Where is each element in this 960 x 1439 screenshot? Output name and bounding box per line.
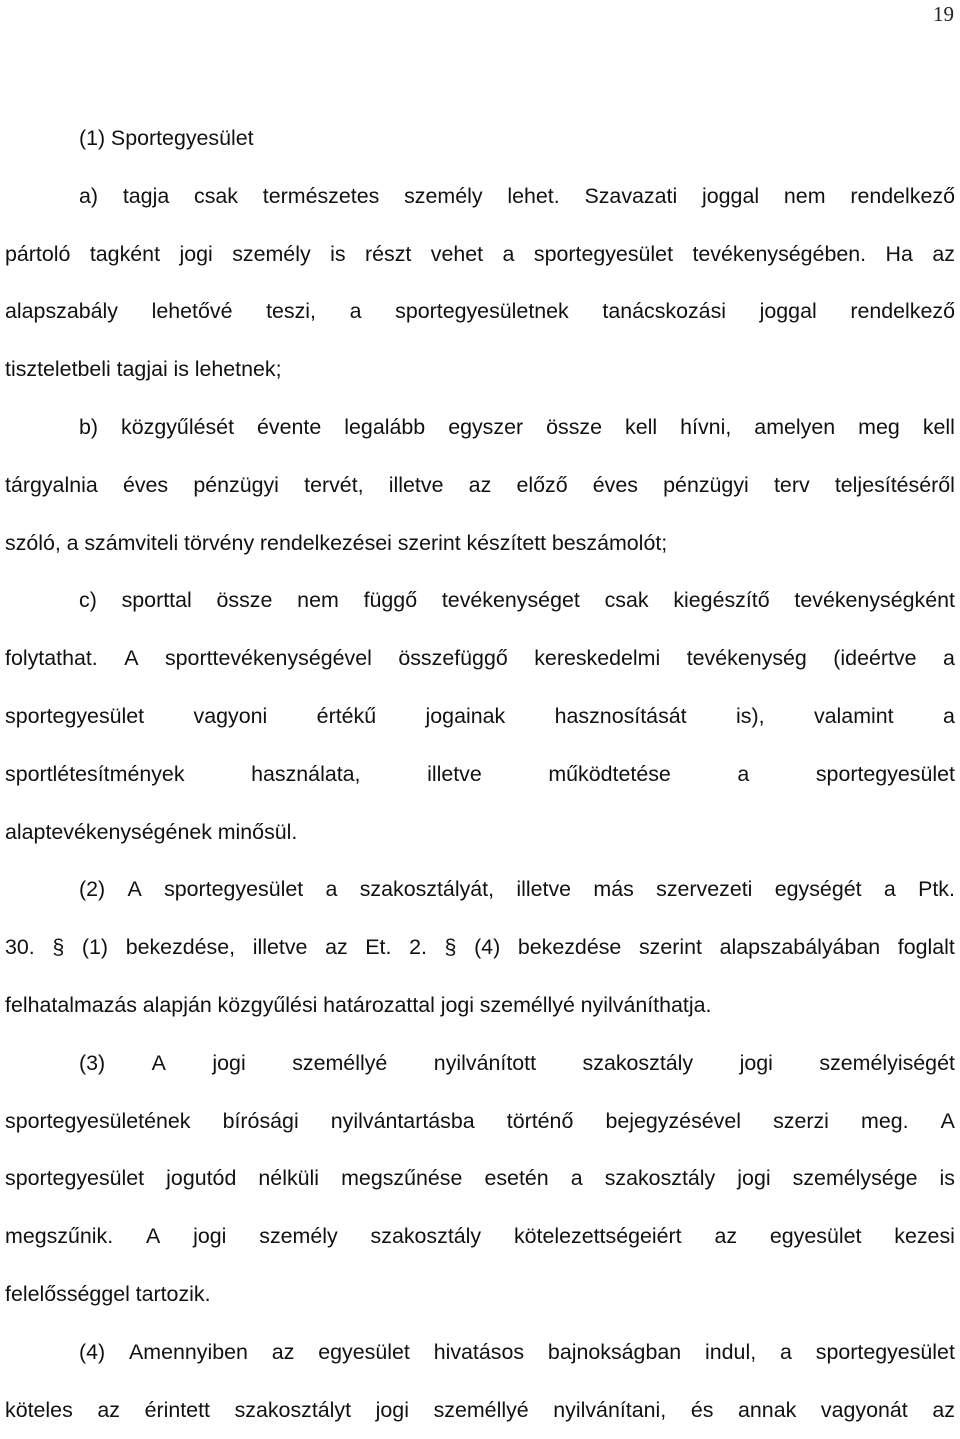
page-number: 19 bbox=[933, 2, 954, 26]
word: az bbox=[97, 1397, 120, 1422]
word: jogutód bbox=[166, 1166, 237, 1191]
word: kereskedelmi bbox=[534, 646, 661, 671]
word: éves bbox=[592, 472, 638, 497]
word: alaptevékenységének bbox=[5, 819, 212, 844]
word: felelősséggel bbox=[5, 1281, 130, 1306]
word: beszámolót; bbox=[551, 530, 668, 555]
word: tanácskozási bbox=[602, 299, 727, 324]
word: más bbox=[593, 877, 634, 902]
word: a) bbox=[79, 183, 99, 208]
word: éves bbox=[122, 472, 169, 497]
word: (4) bbox=[474, 935, 501, 960]
word: történő bbox=[506, 1108, 574, 1133]
text-line bbox=[5, 1208, 955, 1266]
word: amelyen bbox=[754, 414, 836, 439]
word: jogi bbox=[739, 1050, 773, 1075]
word: vagyonát bbox=[820, 1397, 908, 1422]
word: foglalt bbox=[897, 935, 955, 960]
word: A bbox=[940, 1108, 955, 1133]
word: nem bbox=[783, 183, 826, 208]
word: alapszabályában bbox=[719, 935, 881, 960]
word: nyilvántartásba bbox=[330, 1108, 475, 1133]
word: meg bbox=[858, 414, 900, 439]
word: szerint bbox=[397, 530, 461, 555]
word: is), bbox=[736, 703, 765, 728]
word: joggal bbox=[702, 183, 760, 208]
text-line bbox=[5, 1150, 955, 1208]
word: Sportegyesület bbox=[110, 126, 254, 150]
word: az bbox=[932, 241, 955, 266]
word: jogi bbox=[440, 992, 475, 1017]
word: § bbox=[52, 935, 65, 960]
word: az bbox=[714, 1224, 738, 1249]
text-line bbox=[5, 1324, 955, 1382]
word: előző bbox=[516, 472, 568, 497]
word: pénzügyi bbox=[193, 472, 279, 497]
text-line bbox=[5, 746, 955, 804]
word: sportegyesület bbox=[5, 1166, 145, 1191]
word: jogainak bbox=[425, 703, 506, 728]
word: egységét bbox=[774, 877, 862, 902]
text-line bbox=[5, 341, 955, 399]
word: személysége bbox=[792, 1166, 918, 1191]
word: megszűnése bbox=[341, 1166, 463, 1191]
word: sporttevékenységével bbox=[164, 646, 372, 671]
word: vehet bbox=[430, 241, 484, 266]
text-line bbox=[5, 919, 955, 977]
text-line bbox=[5, 399, 955, 457]
word: az bbox=[325, 935, 348, 960]
word: (4) bbox=[79, 1339, 106, 1364]
word: tartozik. bbox=[135, 1281, 211, 1306]
word: a bbox=[943, 646, 955, 671]
text-line bbox=[5, 1035, 955, 1093]
word: 2. bbox=[409, 935, 427, 960]
word: össze bbox=[216, 588, 273, 613]
word: (2) bbox=[79, 877, 106, 902]
word: megszűnik. bbox=[5, 1224, 114, 1249]
word: a bbox=[502, 241, 515, 266]
word: bekezdése, bbox=[125, 935, 236, 960]
text-line bbox=[5, 110, 955, 168]
word: szakosztály bbox=[370, 1224, 482, 1249]
word: értékű bbox=[316, 703, 377, 728]
word: a bbox=[737, 761, 750, 786]
word: személlyé bbox=[479, 992, 575, 1017]
word: csak bbox=[604, 588, 649, 613]
word: az bbox=[271, 1339, 295, 1364]
word: sportlétesítmények bbox=[5, 761, 185, 786]
word: A bbox=[146, 1224, 161, 1249]
word: használata, bbox=[251, 761, 361, 786]
word: Amennyiben bbox=[129, 1339, 248, 1364]
word: (1) bbox=[81, 935, 109, 960]
word: is bbox=[330, 241, 346, 266]
word: készített bbox=[466, 530, 547, 555]
word: szakosztály bbox=[604, 1166, 716, 1191]
word: pénzügyi bbox=[663, 472, 749, 497]
word: nyilváníthatja. bbox=[580, 992, 712, 1017]
word: sportegyesület bbox=[533, 241, 674, 266]
word: Ha bbox=[885, 241, 913, 266]
word: szakosztályát, bbox=[359, 877, 495, 902]
word: számviteli bbox=[84, 530, 179, 555]
word: és bbox=[690, 1397, 714, 1422]
word: szakosztály bbox=[582, 1050, 694, 1075]
word: legalább bbox=[344, 414, 426, 439]
word: függő bbox=[363, 588, 418, 613]
word: tevékenységében. bbox=[692, 241, 867, 266]
word: A bbox=[124, 646, 139, 671]
text-line bbox=[5, 168, 955, 226]
word: sportegyesület bbox=[5, 703, 145, 728]
word: jogi bbox=[193, 1224, 227, 1249]
word: valamint bbox=[813, 703, 894, 728]
word: tagja bbox=[122, 183, 170, 208]
word: sportegyesület bbox=[164, 877, 304, 902]
word: bekezdése bbox=[517, 935, 622, 960]
word: tagként bbox=[89, 241, 161, 266]
word: Ptk. bbox=[918, 877, 955, 902]
word: egyszer bbox=[448, 414, 524, 439]
word: tervét, bbox=[304, 472, 364, 497]
word: 30. bbox=[5, 935, 35, 960]
word: c) bbox=[79, 588, 97, 613]
word: közgyűlését bbox=[121, 414, 235, 439]
word: sportegyesületének bbox=[5, 1108, 191, 1133]
word: rendelkezései bbox=[259, 530, 392, 555]
word: bírósági bbox=[222, 1108, 299, 1133]
word: teljesítéséről bbox=[834, 472, 955, 497]
word: felhatalmazás bbox=[5, 992, 137, 1017]
word: vagyoni bbox=[193, 703, 268, 728]
word: tiszteletbeli bbox=[5, 357, 111, 382]
word: jogi bbox=[375, 1397, 409, 1422]
word: a bbox=[570, 1166, 583, 1191]
word: meg. bbox=[861, 1108, 909, 1133]
word: (3) bbox=[79, 1050, 106, 1075]
word: szakosztályt bbox=[234, 1397, 352, 1422]
word: nem bbox=[297, 588, 339, 613]
word: a bbox=[325, 877, 338, 902]
word: egyesület bbox=[318, 1339, 410, 1364]
word: nyilvánított bbox=[433, 1050, 537, 1075]
text-line bbox=[5, 226, 955, 284]
word: szervezeti bbox=[656, 877, 753, 902]
word: az bbox=[468, 472, 492, 497]
word: minősül. bbox=[217, 819, 298, 844]
word: (ideértve bbox=[833, 646, 917, 671]
word: össze bbox=[546, 414, 602, 439]
word: illetve bbox=[516, 877, 572, 902]
word: alapszabály bbox=[5, 299, 118, 324]
word: személlyé bbox=[433, 1397, 529, 1422]
word: személy bbox=[404, 183, 483, 208]
word: sporttal bbox=[121, 588, 192, 613]
text-line bbox=[5, 515, 955, 573]
word: a bbox=[780, 1339, 792, 1364]
word: is bbox=[939, 1166, 955, 1191]
text-line bbox=[5, 457, 955, 515]
word: szerint bbox=[638, 935, 702, 960]
word: kezesi bbox=[894, 1224, 955, 1249]
word: illetve bbox=[252, 935, 308, 960]
word: A bbox=[127, 877, 142, 902]
word: sportegyesület bbox=[815, 1339, 955, 1364]
word: tevékenység bbox=[686, 646, 807, 671]
word: lehet. bbox=[507, 183, 560, 208]
word: nélküli bbox=[258, 1166, 320, 1191]
word: kell bbox=[625, 414, 658, 439]
text-line bbox=[5, 630, 955, 688]
word: § bbox=[444, 935, 457, 960]
text-line bbox=[5, 1382, 955, 1439]
word: köteles bbox=[5, 1397, 73, 1422]
word: személy bbox=[259, 1224, 338, 1249]
word: lehetővé bbox=[151, 299, 233, 324]
word: is bbox=[173, 357, 189, 382]
word: rendelkező bbox=[850, 183, 955, 208]
text-line bbox=[5, 283, 955, 341]
word: terv bbox=[773, 472, 810, 497]
word: tagjai bbox=[116, 357, 168, 382]
word: a bbox=[66, 530, 79, 555]
word: szóló, bbox=[5, 530, 61, 555]
word: joggal bbox=[759, 299, 817, 324]
word: (1) bbox=[79, 126, 106, 150]
word: bejegyzésével bbox=[605, 1108, 741, 1133]
word: hívni, bbox=[680, 414, 732, 439]
word: tárgyalnia bbox=[5, 472, 98, 497]
word: összefüggő bbox=[398, 646, 508, 671]
word: illetve bbox=[427, 761, 482, 786]
word: indul, bbox=[705, 1339, 757, 1364]
word: Szavazati bbox=[584, 183, 678, 208]
word: a bbox=[349, 299, 362, 324]
word: sportegyesületnek bbox=[395, 299, 569, 324]
text-line bbox=[5, 572, 955, 630]
word: közgyűlési bbox=[217, 992, 318, 1017]
text-line bbox=[5, 861, 955, 919]
word: természetes bbox=[262, 183, 380, 208]
word: annak bbox=[738, 1397, 797, 1422]
word: tevékenységet bbox=[441, 588, 580, 613]
word: működtetése bbox=[548, 761, 671, 786]
word: kell bbox=[922, 414, 955, 439]
word: folytathat. bbox=[5, 646, 98, 671]
word: csak bbox=[194, 183, 238, 208]
word: teszi, bbox=[266, 299, 317, 324]
word: érintett bbox=[144, 1397, 210, 1422]
word: hasznosítását bbox=[554, 703, 687, 728]
word: a bbox=[943, 703, 955, 728]
word: az bbox=[932, 1397, 955, 1422]
word: illetve bbox=[388, 472, 444, 497]
word: Et. bbox=[365, 935, 392, 960]
word: jogi bbox=[212, 1050, 246, 1075]
word: egyesület bbox=[769, 1224, 862, 1249]
word: pártoló bbox=[5, 241, 71, 266]
word: bajnokságban bbox=[547, 1339, 682, 1364]
word: törvény bbox=[184, 530, 255, 555]
word: határozattal bbox=[323, 992, 435, 1017]
word: évente bbox=[257, 414, 322, 439]
word: kötelezettségeiért bbox=[513, 1224, 682, 1249]
word: részt bbox=[364, 241, 412, 266]
text-line bbox=[5, 1266, 955, 1324]
word: tevékenységként bbox=[794, 588, 955, 613]
word: kiegészítő bbox=[673, 588, 770, 613]
word: b) bbox=[79, 414, 99, 439]
word: nyilvánítani, bbox=[553, 1397, 667, 1422]
word: hivatásos bbox=[433, 1339, 525, 1364]
word: jogi bbox=[179, 241, 213, 266]
word: sportegyesület bbox=[815, 761, 955, 786]
word: személy bbox=[232, 241, 311, 266]
word: A bbox=[151, 1050, 166, 1075]
word: alapján bbox=[142, 992, 212, 1017]
word: szerzi bbox=[773, 1108, 829, 1133]
word: a bbox=[883, 877, 896, 902]
text-line bbox=[5, 804, 955, 862]
text-line bbox=[5, 688, 955, 746]
word: személyiségét bbox=[819, 1050, 955, 1075]
word: rendelkező bbox=[850, 299, 955, 324]
word: lehetnek; bbox=[194, 357, 282, 382]
word: jogi bbox=[737, 1166, 771, 1191]
word: személlyé bbox=[292, 1050, 388, 1075]
document-body bbox=[5, 110, 955, 1439]
word: esetén bbox=[484, 1166, 549, 1191]
text-line bbox=[5, 977, 955, 1035]
text-line bbox=[5, 1093, 955, 1151]
